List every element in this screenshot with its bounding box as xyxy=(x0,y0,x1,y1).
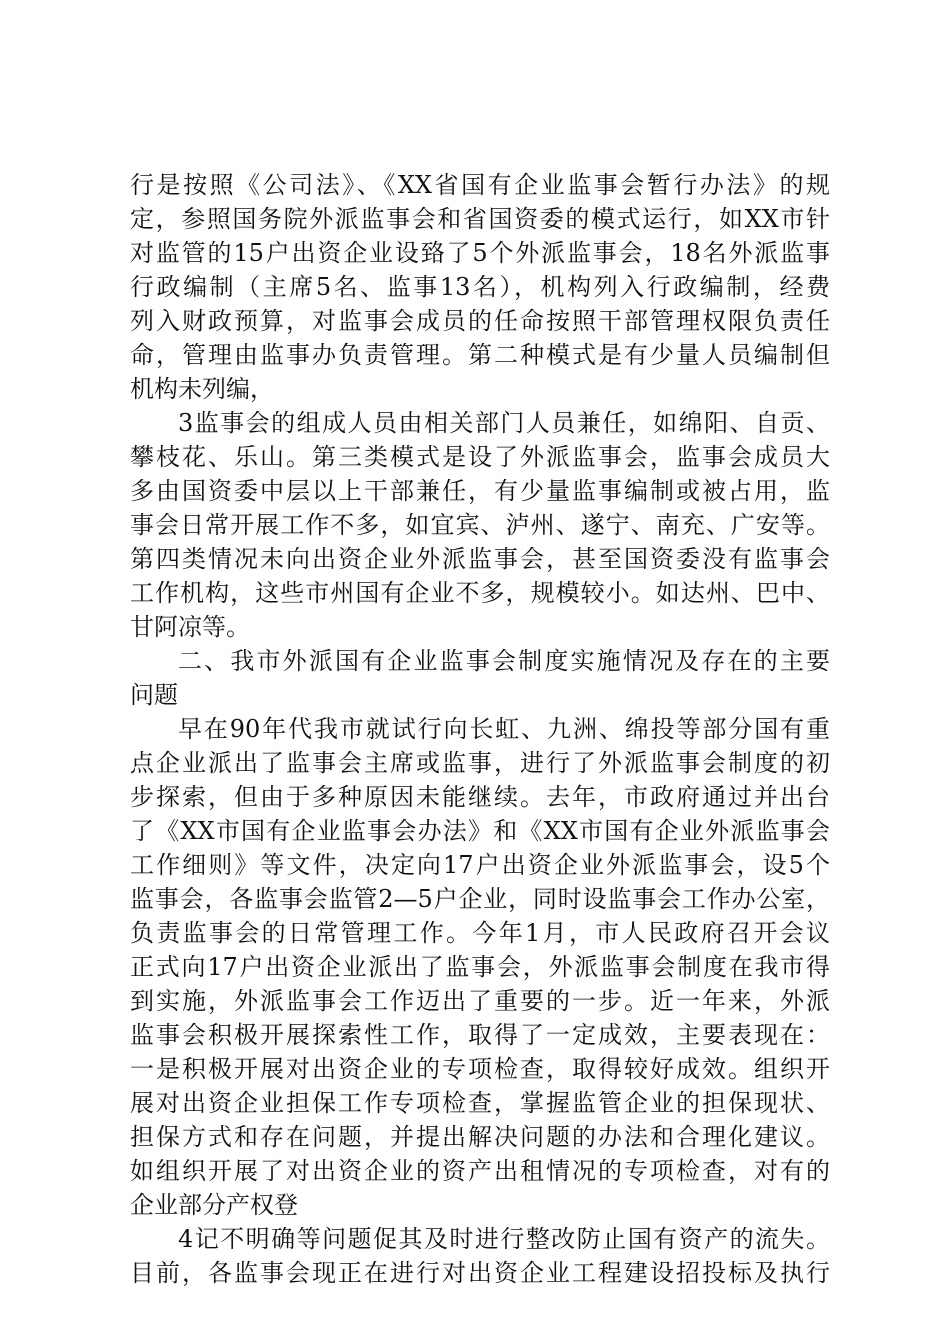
text-line: 负责监事会的日常管理工作。今年1月，市人民政府召开会议 xyxy=(130,919,830,947)
text-line: 工作机构，这些市州国有企业不多，规模较小。如达州、巴中、 xyxy=(130,579,830,607)
text-line: 定，参照国务院外派监事会和省国资委的模式运行，如XX市针 xyxy=(130,205,830,233)
text-line: 事会日常开展工作不多，如宜宾、泸州、遂宁、南充、广安等。 xyxy=(130,511,830,539)
text-line: 步探索，但由于多种原因未能继续。去年，市政府通过并出台 xyxy=(130,783,830,811)
text-line: 担保方式和存在问题，并提出解决问题的办法和合理化建议。 xyxy=(130,1123,830,1151)
text-line: 第四类情况未向出资企业外派监事会，甚至国资委没有监事会 xyxy=(130,545,830,573)
text-line: 点企业派出了监事会主席或监事，进行了外派监事会制度的初 xyxy=(130,749,830,777)
body-text xyxy=(130,168,830,1290)
text-line: 甘阿凉等。 xyxy=(130,613,250,641)
text-line: 列入财政预算，对监事会成员的任命按照干部管理权限负责任 xyxy=(130,307,830,335)
section-heading: 二、我市外派国有企业监事会制度实施情况及存在的主要 xyxy=(178,647,830,675)
text-line: 攀枝花、乐山。第三类模式是设了外派监事会，监事会成员大 xyxy=(130,443,830,471)
text-line: 一是积极开展对出资企业的专项检查，取得较好成效。组织开 xyxy=(130,1055,830,1083)
text-line: 正式向17户出资企业派出了监事会，外派监事会制度在我市得 xyxy=(130,953,830,981)
text-line: 早在90年代我市就试行向长虹、九洲、绵投等部分国有重 xyxy=(178,715,830,743)
text-line: 对监管的15户出资企业设臵了5个外派监事会，18名外派监事 xyxy=(130,239,830,267)
text-line: 机构未列编， xyxy=(130,375,274,403)
text-line: 企业部分产权登 xyxy=(130,1191,298,1219)
text-line: 4记不明确等问题促其及时进行整改防止国有资产的流失。 xyxy=(178,1225,830,1253)
section-heading-cont: 问题 xyxy=(130,681,178,709)
text-line: 到实施，外派监事会工作迈出了重要的一步。近一年来，外派 xyxy=(130,987,830,1015)
text-line: 命，管理由监事办负责管理。第二种模式是有少量人员编制但 xyxy=(130,341,830,369)
text-line: 工作细则》等文件，决定向17户出资企业外派监事会，设5个 xyxy=(130,851,830,879)
text-line: 监事会积极开展探索性工作，取得了一定成效，主要表现在： xyxy=(130,1021,830,1049)
text-line: 展对出资企业担保工作专项检查，掌握监管企业的担保现状、 xyxy=(130,1089,830,1117)
text-line: 行是按照《公司法》、《XX省国有企业监事会暂行办法》的规 xyxy=(130,171,830,199)
text-line: 行政编制（主席5名、监事13名），机构列入行政编制，经费 xyxy=(130,273,830,301)
text-line: 目前，各监事会现正在进行对出资企业工程建设招投标及执行 xyxy=(130,1259,830,1287)
text-line: 了《XX市国有企业监事会办法》和《XX市国有企业外派监事会 xyxy=(130,817,830,845)
text-line: 3监事会的组成人员由相关部门人员兼任，如绵阳、自贡、 xyxy=(178,409,830,437)
text-line: 如组织开展了对出资企业的资产出租情况的专项检查，对有的 xyxy=(130,1157,830,1185)
text-line: 多由国资委中层以上干部兼任，有少量监事编制或被占用，监 xyxy=(130,477,830,505)
text-line: 监事会，各监事会监管2—5户企业，同时设监事会工作办公室， xyxy=(130,885,830,913)
